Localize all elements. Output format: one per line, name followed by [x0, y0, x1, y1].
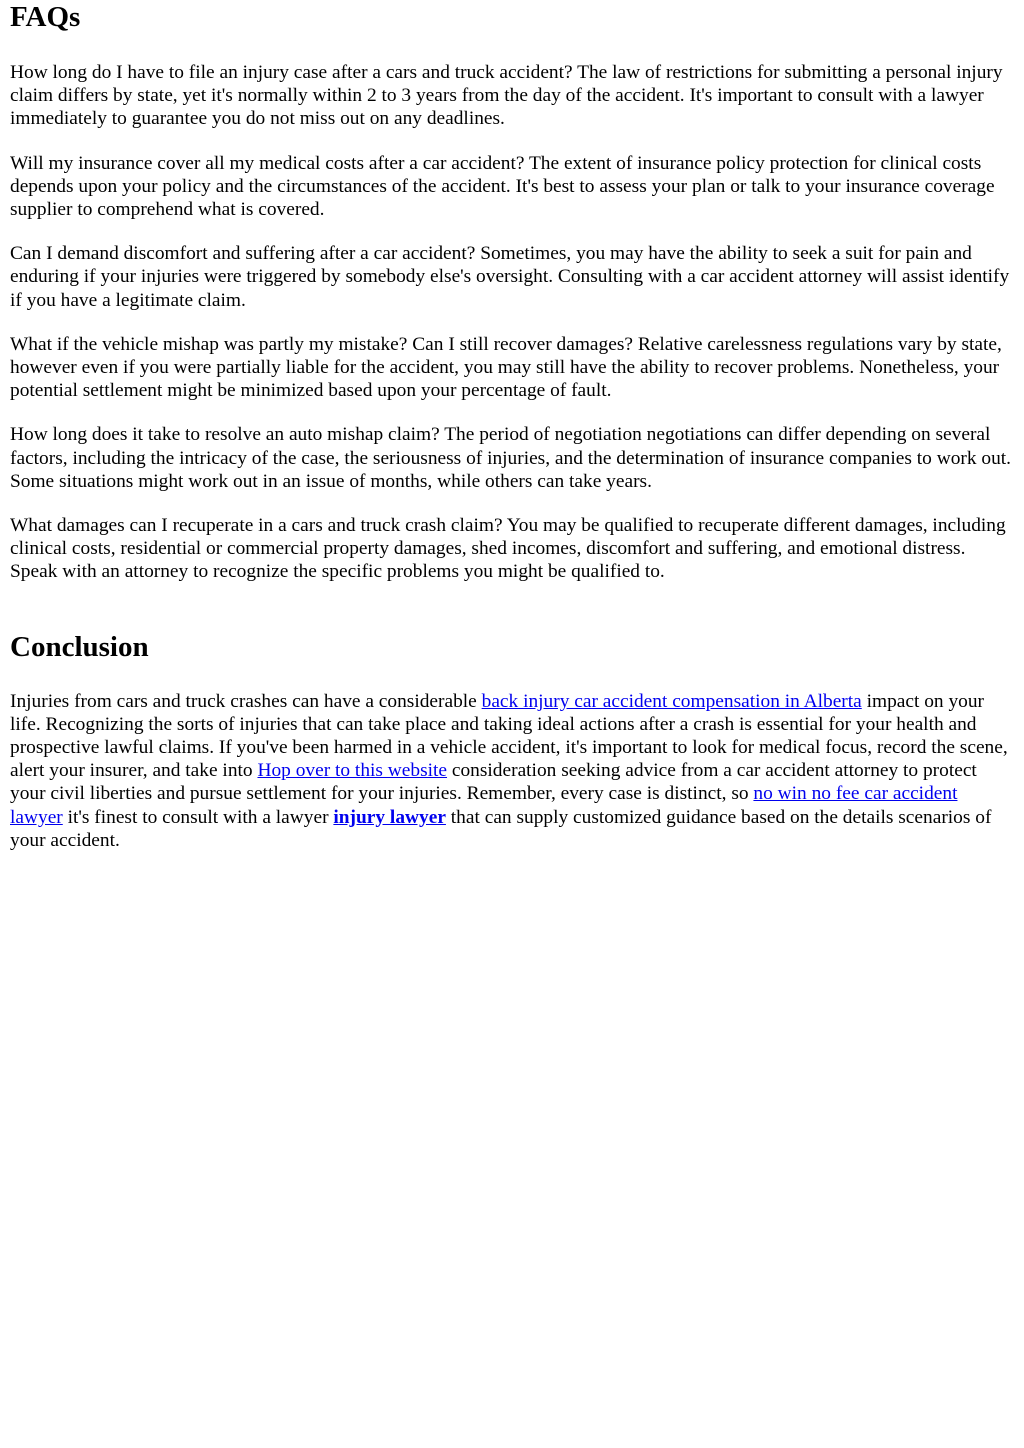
faq-paragraph-1: How long do I have to file an injury case after a cars and truck accident? The law of restrictions for submitting a personal injury claim differs by state, yet it's normally within 2 to 3 years from the day of the accident. It's important to consult with a lawyer immediately to guarantee you do not miss out on any deadlines. [10, 62, 1003, 130]
conclusion-text-3: consideration seeking advice from a car accident attorney to protect your civil liberties and pursue settlement for your injuries. Remember, every case is distinct, so [10, 760, 977, 805]
faqs-heading: FAQs [10, 1, 81, 33]
conclusion-paragraph [10, 690, 1014, 852]
faq-paragraph-2: Will my insurance cover all my medical costs after a car accident? The extent of insurance policy protection for clinical costs depends upon your policy and the circumstances of the accident. It's best to assess your plan or talk to your insurance coverage supplier to comprehend what is covered. [10, 152, 995, 221]
conclusion-text-2: impact on your life. Recognizing the sorts of injuries that can take place and taking ideal actions after a crash is essential for your health and prospective lawful claims. If you've been harmed in a vehicle accident, it's important to look for medical focus, record the scene, alert your insurer, and take into [10, 690, 1008, 782]
link-hop-over-website[interactable]: Hop over to this website [257, 760, 448, 782]
faq-paragraph-6: What damages can I recuperate in a cars and truck crash claim? You may be qualified to recuperate different damages, including clinical costs, residential or commercial property damages, shed incomes, discomfort and suffering, and emotional distress. Speak with an attorney to recognize the specific problems you might be qualified to. [10, 515, 1006, 583]
conclusion-text-1: Injuries from cars and truck crashes can have a considerable [10, 690, 482, 712]
conclusion-heading: Conclusion [10, 630, 149, 663]
faq-paragraph-4: What if the vehicle mishap was partly my mistake? Can I still recover damages? Relative carelessness regulations vary by state, however even if you were partially liable for the accident, you may still have the ability to recover problems. Nonetheless, your potential settlement might be minimized based upon your percentage of fault. [10, 333, 1002, 402]
link-back-injury-compensation[interactable]: back injury car accident compensation in Alberta [481, 690, 862, 712]
link-injury-lawyer[interactable]: injury lawyer [333, 806, 446, 828]
faq-paragraph-5: How long does it take to resolve an auto mishap claim? The period of negotiation negotiations can differ depending on several factors, including the intricacy of the case, the seriousness of injuries, and the determination of insurance companies to work out. Some situations might work out in an issue of months, while others can take years. [10, 424, 1012, 492]
link-no-win-no-fee-lawyer[interactable]: no win no fee car accident lawyer [10, 783, 958, 828]
conclusion-text-4: it's finest to consult with a lawyer [62, 806, 334, 828]
faq-paragraph-3: Can I demand discomfort and suffering after a car accident? Sometimes, you may have the ability to seek a suit for pain and enduring if your injuries were triggered by somebody else's oversight. Consulting with a car accident attorney will assist identify if you have a legitimate claim. [10, 243, 1010, 311]
conclusion-text-5: that can supply customized guidance based on the details scenarios of your accident. [10, 806, 992, 851]
